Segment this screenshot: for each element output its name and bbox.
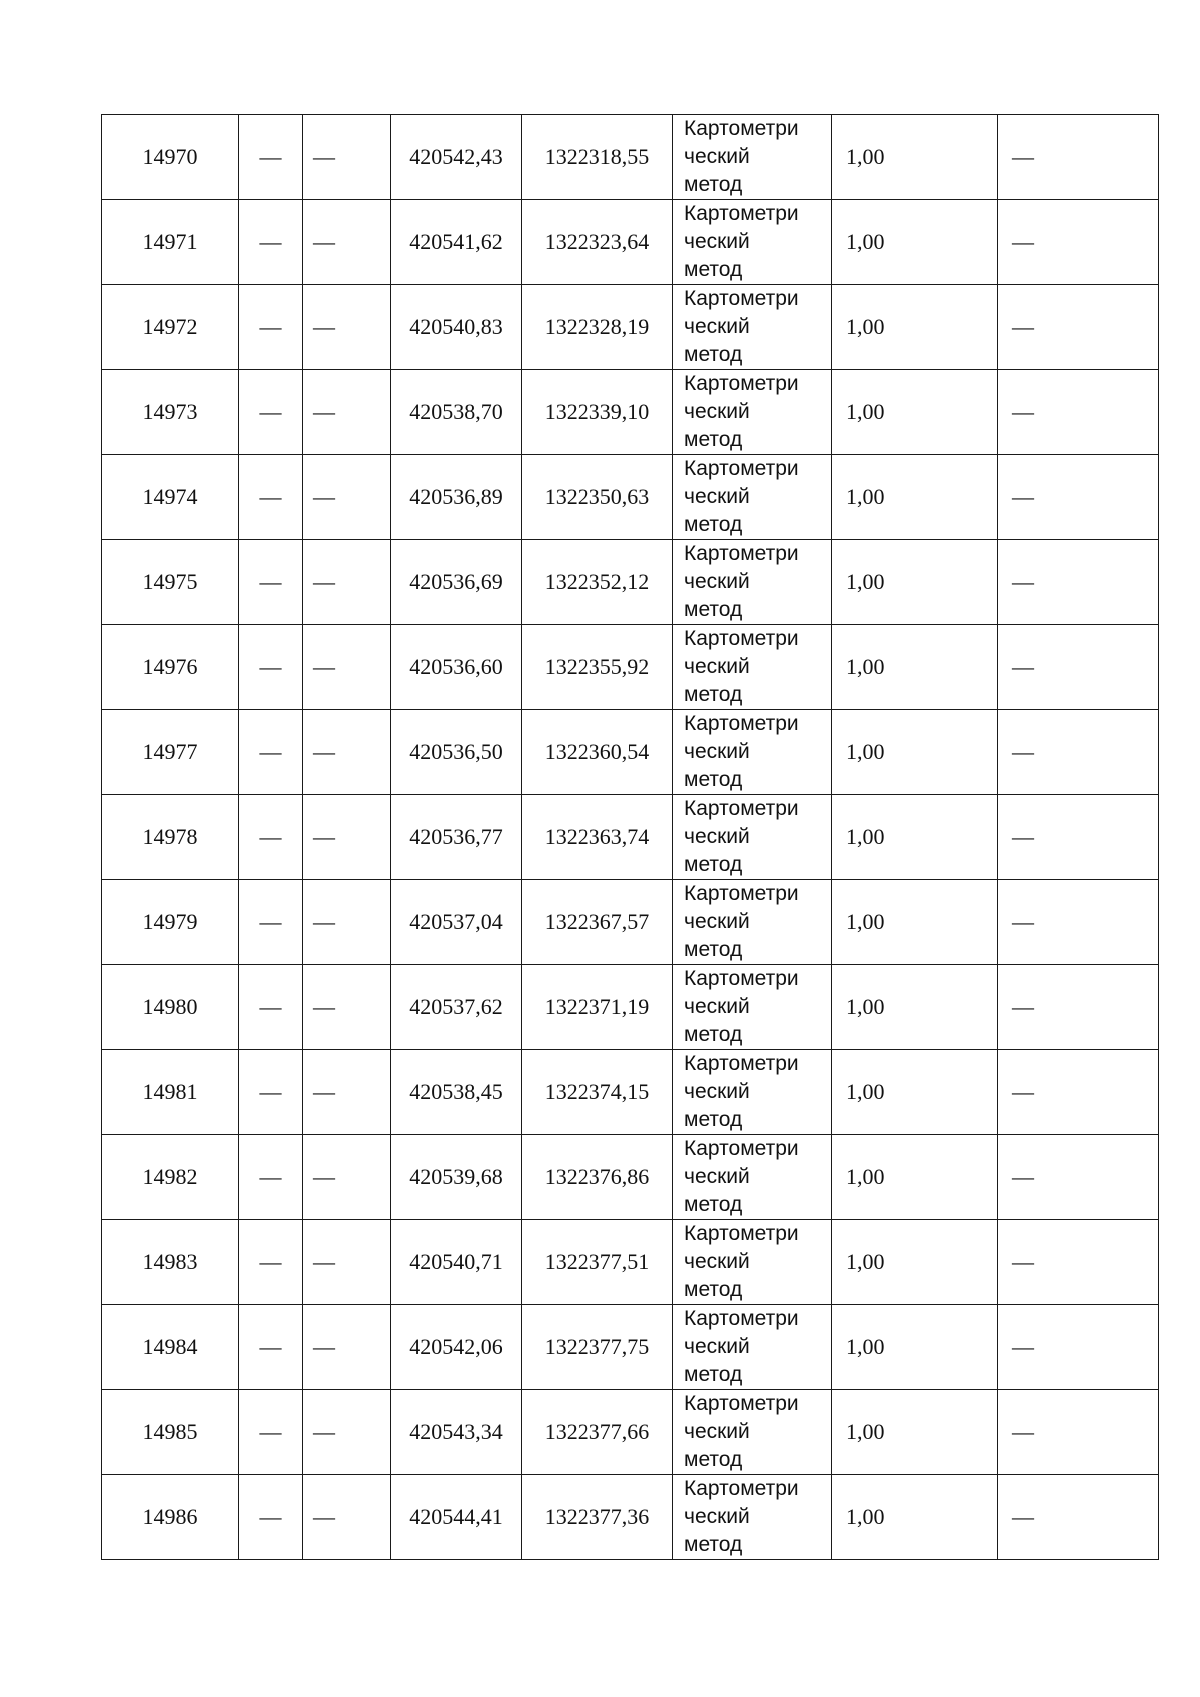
dash-cell: —: [239, 1135, 303, 1220]
method-text-line: Картометри: [684, 1307, 799, 1330]
method-cell: [673, 795, 832, 880]
method-text-line: метод: [684, 343, 743, 366]
x-coordinate-cell: 420536,50: [391, 710, 522, 795]
dash-cell: —: [998, 1475, 1159, 1560]
table-row: [102, 880, 1159, 965]
dash-cell: —: [239, 200, 303, 285]
point-number-cell: 14974: [102, 455, 239, 540]
method-text-line: Картометри: [684, 202, 799, 225]
table-row: [102, 625, 1159, 710]
dash-cell: —: [998, 285, 1159, 370]
dash-cell: —: [239, 1305, 303, 1390]
dash-cell: —: [303, 880, 391, 965]
point-number-cell: 14970: [102, 115, 239, 200]
method-text-line: метод: [684, 1363, 743, 1386]
method-text-line: метод: [684, 1108, 743, 1131]
error-value-cell: 1,00: [832, 625, 998, 710]
dash-cell: —: [998, 710, 1159, 795]
method-text-line: Картометри: [684, 882, 799, 905]
point-number-cell: 14977: [102, 710, 239, 795]
point-number-cell: 14976: [102, 625, 239, 710]
x-coordinate-cell: 420542,06: [391, 1305, 522, 1390]
x-coordinate-cell: 420544,41: [391, 1475, 522, 1560]
method-cell: [673, 710, 832, 795]
method-text-line: ческий: [684, 570, 750, 593]
method-text-line: метод: [684, 1448, 743, 1471]
method-cell: [673, 540, 832, 625]
dash-cell: —: [303, 965, 391, 1050]
method-text-line: Картометри: [684, 117, 799, 140]
method-text-line: ческий: [684, 1165, 750, 1188]
y-coordinate-cell: 1322377,75: [522, 1305, 673, 1390]
table-row: [102, 115, 1159, 200]
table-row: [102, 1390, 1159, 1475]
point-number-cell: 14983: [102, 1220, 239, 1305]
method-text-line: Картометри: [684, 1477, 799, 1500]
method-text-line: ческий: [684, 1080, 750, 1103]
dash-cell: —: [239, 795, 303, 880]
method-cell: [673, 455, 832, 540]
point-number-cell: 14975: [102, 540, 239, 625]
y-coordinate-cell: 1322377,51: [522, 1220, 673, 1305]
y-coordinate-cell: 1322367,57: [522, 880, 673, 965]
dash-cell: —: [303, 1135, 391, 1220]
error-value-cell: 1,00: [832, 1475, 998, 1560]
dash-cell: —: [303, 115, 391, 200]
error-value-cell: 1,00: [832, 370, 998, 455]
method-text-line: ческий: [684, 910, 750, 933]
method-text-line: Картометри: [684, 712, 799, 735]
x-coordinate-cell: 420540,83: [391, 285, 522, 370]
table-row: [102, 540, 1159, 625]
table-row: [102, 455, 1159, 540]
error-value-cell: 1,00: [832, 540, 998, 625]
point-number-cell: 14978: [102, 795, 239, 880]
x-coordinate-cell: 420537,62: [391, 965, 522, 1050]
dash-cell: —: [239, 625, 303, 710]
method-text-line: ческий: [684, 485, 750, 508]
method-cell: [673, 1305, 832, 1390]
dash-cell: —: [239, 710, 303, 795]
x-coordinate-cell: 420543,34: [391, 1390, 522, 1475]
method-text-line: ческий: [684, 1250, 750, 1273]
method-text-line: Картометри: [684, 1137, 799, 1160]
dash-cell: —: [303, 285, 391, 370]
method-cell: [673, 880, 832, 965]
y-coordinate-cell: 1322350,63: [522, 455, 673, 540]
dash-cell: —: [303, 795, 391, 880]
y-coordinate-cell: 1322360,54: [522, 710, 673, 795]
table-row: [102, 1220, 1159, 1305]
dash-cell: —: [998, 540, 1159, 625]
dash-cell: —: [998, 1220, 1159, 1305]
error-value-cell: 1,00: [832, 1220, 998, 1305]
y-coordinate-cell: 1322355,92: [522, 625, 673, 710]
dash-cell: —: [303, 455, 391, 540]
method-text-line: Картометри: [684, 797, 799, 820]
method-text-line: ческий: [684, 230, 750, 253]
dash-cell: —: [998, 455, 1159, 540]
dash-cell: —: [239, 1050, 303, 1135]
method-text-line: ческий: [684, 740, 750, 763]
dash-cell: —: [998, 115, 1159, 200]
method-text-line: метод: [684, 853, 743, 876]
method-text-line: ческий: [684, 655, 750, 678]
method-text-line: Картометри: [684, 967, 799, 990]
y-coordinate-cell: 1322374,15: [522, 1050, 673, 1135]
method-text-line: метод: [684, 258, 743, 281]
y-coordinate-cell: 1322318,55: [522, 115, 673, 200]
dash-cell: —: [998, 965, 1159, 1050]
dash-cell: —: [303, 625, 391, 710]
y-coordinate-cell: 1322363,74: [522, 795, 673, 880]
y-coordinate-cell: 1322352,12: [522, 540, 673, 625]
x-coordinate-cell: 420540,71: [391, 1220, 522, 1305]
point-number-cell: 14984: [102, 1305, 239, 1390]
table-row: [102, 1135, 1159, 1220]
y-coordinate-cell: 1322323,64: [522, 200, 673, 285]
point-number-cell: 14973: [102, 370, 239, 455]
point-number-cell: 14986: [102, 1475, 239, 1560]
method-text-line: метод: [684, 598, 743, 621]
x-coordinate-cell: 420542,43: [391, 115, 522, 200]
method-cell: [673, 1050, 832, 1135]
dash-cell: —: [239, 115, 303, 200]
x-coordinate-cell: 420538,70: [391, 370, 522, 455]
method-cell: [673, 370, 832, 455]
method-cell: [673, 1475, 832, 1560]
x-coordinate-cell: 420537,04: [391, 880, 522, 965]
method-cell: [673, 285, 832, 370]
dash-cell: —: [998, 1135, 1159, 1220]
error-value-cell: 1,00: [832, 455, 998, 540]
x-coordinate-cell: 420539,68: [391, 1135, 522, 1220]
dash-cell: —: [303, 200, 391, 285]
error-value-cell: 1,00: [832, 1135, 998, 1220]
method-text-line: Картометри: [684, 1052, 799, 1075]
table-row: [102, 1305, 1159, 1390]
table-row: [102, 200, 1159, 285]
error-value-cell: 1,00: [832, 1050, 998, 1135]
method-text-line: метод: [684, 1278, 743, 1301]
method-text-line: Картометри: [684, 542, 799, 565]
method-cell: [673, 965, 832, 1050]
method-cell: [673, 200, 832, 285]
table-body: [102, 115, 1159, 1560]
x-coordinate-cell: 420536,60: [391, 625, 522, 710]
error-value-cell: 1,00: [832, 965, 998, 1050]
dash-cell: —: [303, 1220, 391, 1305]
dash-cell: —: [998, 200, 1159, 285]
error-value-cell: 1,00: [832, 285, 998, 370]
coordinates-table: [101, 114, 1159, 1560]
point-number-cell: 14981: [102, 1050, 239, 1135]
error-value-cell: 1,00: [832, 795, 998, 880]
error-value-cell: 1,00: [832, 115, 998, 200]
error-value-cell: 1,00: [832, 200, 998, 285]
dash-cell: —: [239, 1390, 303, 1475]
x-coordinate-cell: 420536,77: [391, 795, 522, 880]
method-text-line: метод: [684, 1023, 743, 1046]
dash-cell: —: [303, 370, 391, 455]
table-row: [102, 1050, 1159, 1135]
method-text-line: метод: [684, 173, 743, 196]
method-text-line: Картометри: [684, 372, 799, 395]
method-text-line: метод: [684, 683, 743, 706]
table-row: [102, 795, 1159, 880]
table-row: [102, 1475, 1159, 1560]
dash-cell: —: [998, 795, 1159, 880]
dash-cell: —: [239, 370, 303, 455]
method-text-line: метод: [684, 1533, 743, 1556]
method-cell: [673, 625, 832, 710]
point-number-cell: 14971: [102, 200, 239, 285]
error-value-cell: 1,00: [832, 1305, 998, 1390]
method-text-line: Картометри: [684, 1222, 799, 1245]
table-row: [102, 370, 1159, 455]
dash-cell: —: [998, 1390, 1159, 1475]
y-coordinate-cell: 1322377,36: [522, 1475, 673, 1560]
dash-cell: —: [303, 1390, 391, 1475]
point-number-cell: 14979: [102, 880, 239, 965]
method-text-line: ческий: [684, 400, 750, 423]
method-text-line: метод: [684, 428, 743, 451]
method-cell: [673, 1390, 832, 1475]
method-text-line: ческий: [684, 1335, 750, 1358]
error-value-cell: 1,00: [832, 880, 998, 965]
dash-cell: —: [303, 1475, 391, 1560]
dash-cell: —: [239, 1220, 303, 1305]
method-text-line: метод: [684, 938, 743, 961]
dash-cell: —: [998, 625, 1159, 710]
table-row: [102, 965, 1159, 1050]
method-cell: [673, 1135, 832, 1220]
dash-cell: —: [239, 1475, 303, 1560]
method-text-line: метод: [684, 513, 743, 536]
method-text-line: ческий: [684, 825, 750, 848]
dash-cell: —: [998, 370, 1159, 455]
dash-cell: —: [998, 1050, 1159, 1135]
table-row: [102, 710, 1159, 795]
dash-cell: —: [998, 1305, 1159, 1390]
dash-cell: —: [303, 1050, 391, 1135]
method-text-line: ческий: [684, 145, 750, 168]
dash-cell: —: [303, 1305, 391, 1390]
y-coordinate-cell: 1322328,19: [522, 285, 673, 370]
point-number-cell: 14982: [102, 1135, 239, 1220]
x-coordinate-cell: 420536,69: [391, 540, 522, 625]
method-text-line: ческий: [684, 1505, 750, 1528]
method-text-line: ческий: [684, 315, 750, 338]
method-cell: [673, 1220, 832, 1305]
method-text-line: Картометри: [684, 287, 799, 310]
error-value-cell: 1,00: [832, 1390, 998, 1475]
method-text-line: ческий: [684, 1420, 750, 1443]
method-text-line: Картометри: [684, 1392, 799, 1415]
dash-cell: —: [239, 880, 303, 965]
dash-cell: —: [239, 965, 303, 1050]
dash-cell: —: [303, 710, 391, 795]
point-number-cell: 14972: [102, 285, 239, 370]
y-coordinate-cell: 1322377,66: [522, 1390, 673, 1475]
method-text-line: метод: [684, 768, 743, 791]
dash-cell: —: [239, 540, 303, 625]
x-coordinate-cell: 420536,89: [391, 455, 522, 540]
dash-cell: —: [998, 880, 1159, 965]
y-coordinate-cell: 1322339,10: [522, 370, 673, 455]
point-number-cell: 14985: [102, 1390, 239, 1475]
dash-cell: —: [239, 285, 303, 370]
method-text-line: Картометри: [684, 457, 799, 480]
method-cell: [673, 115, 832, 200]
error-value-cell: 1,00: [832, 710, 998, 795]
point-number-cell: 14980: [102, 965, 239, 1050]
table-row: [102, 285, 1159, 370]
dash-cell: —: [239, 455, 303, 540]
y-coordinate-cell: 1322376,86: [522, 1135, 673, 1220]
x-coordinate-cell: 420538,45: [391, 1050, 522, 1135]
method-text-line: ческий: [684, 995, 750, 1018]
dash-cell: —: [303, 540, 391, 625]
method-text-line: метод: [684, 1193, 743, 1216]
y-coordinate-cell: 1322371,19: [522, 965, 673, 1050]
x-coordinate-cell: 420541,62: [391, 200, 522, 285]
method-text-line: Картометри: [684, 627, 799, 650]
